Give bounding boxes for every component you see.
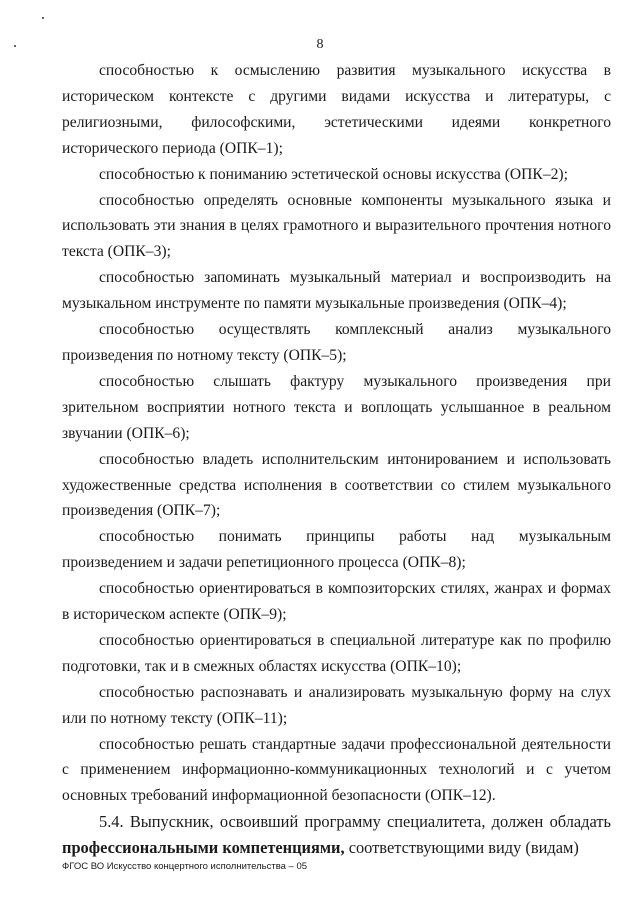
scan-speck [42, 17, 44, 19]
page-number: 8 [316, 37, 324, 52]
competency-item-opk-4: способностью запоминать музыкальный материал и воспроизводить на музыкальном инструменте по памяти музыкальные произведения (ОПК–4); [62, 269, 611, 313]
competency-item-opk-8: способностью понимать принципы работы над музыкальным произведением и задачи репетиционного процесса (ОПК–8); [62, 528, 611, 572]
document-body [62, 58, 611, 861]
competency-item-opk-6: способностью слышать фактуру музыкального произведения при зрительном восприятии нотного текста и воплощать услышанное в реальном звучании (ОПК–6); [62, 372, 611, 442]
document-footer: ФГОС ВО Искусство концертного исполнительства – 05 [62, 861, 308, 872]
competency-item-opk-10: способностью ориентироваться в специальной литературе как по профилю подготовки, так и в смежных областях искусства (ОПК–10); [62, 631, 611, 675]
clause-tail-text: соответствующими виду (видам) [344, 838, 579, 858]
competency-item-opk-12: способностью решать стандартные задачи профессиональной деятельности с применением информационно-коммуникационных технологий и с учетом основных требований информационной безопасности (ОПК–12). [62, 735, 611, 805]
competency-item-opk-7: способностью владеть исполнительским интонированием и использовать художественные средства исполнения в соответствии со стилем музыкального произведения (ОПК–7); [62, 450, 611, 520]
competency-item-opk-9: способностью ориентироваться в композиторских стилях, жанрах и формах в историческом аспекте (ОПК–9); [62, 580, 611, 624]
clause-5-4 [62, 809, 611, 861]
competency-item-opk-1: способностью к осмыслению развития музыкального искусства в историческом контексте с другими видами искусства и литературы, с религиозными, философскими, эстетическими идеями конкретного исторического периода (ОПК–1); [62, 62, 611, 157]
clause-lead-text: 5.4. Выпускник, освоивший программу специалитета, должен обладать [99, 812, 611, 832]
competency-item-opk-11: способностью распознавать и анализировать музыкальную форму на слух или по нотному тексту (ОПК–11); [62, 683, 611, 727]
competency-item-opk-2: способностью к пониманию эстетической основы искусства (ОПК–2); [99, 165, 568, 183]
competency-item-opk-3: способностью определять основные компоненты музыкального языка и использовать эти знания в целях грамотного и выразительного прочтения нотного текста (ОПК–3); [62, 191, 611, 261]
competency-item-opk-5: способностью осуществлять комплексный анализ музыкального произведения по нотному тексту (ОПК–5); [62, 321, 611, 364]
clause-bold-text: профессиональными компетенциями, [62, 838, 345, 858]
